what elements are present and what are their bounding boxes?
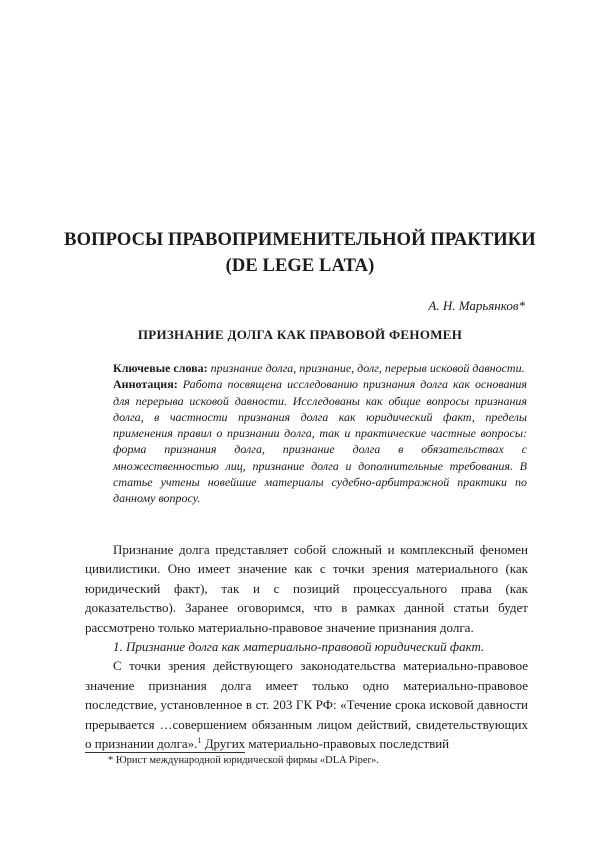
body-paragraph-1: Признание долга представляет собой сложный и комплексный феномен цивилистики. Оно имеет значение как с точки зрения материального (как юридический факт), так и с позиций процессуального права (как доказательство). Заранее оговоримся, что в рамках данной статьи будет рассмотрено только материально-правовое значение признания долга. — [85, 542, 528, 635]
footnote-text: Юрист международной юридической фирмы «DLA Piper». — [115, 755, 379, 766]
section-title-line1: ВОПРОСЫ ПРАВОПРИМЕНИТЕЛЬНОЙ ПРАКТИКИ — [64, 230, 536, 250]
section-title — [40, 227, 560, 279]
article-title: ПРИЗНАНИЕ ДОЛГА КАК ПРАВОВОЙ ФЕНОМЕН — [137, 327, 463, 342]
keywords-text: признание долга, признание, долг, перерыв исковой давности. — [210, 361, 525, 375]
body-paragraph-2-text: С точки зрения действующего законодательства материально-правовое значение признания долга имеет только одно материально-правовое последствие, установленное в ст. 203 ГК РФ: «Течение срока исковой давности прерывается …совершением обязанным лицом действий, свидетельствующих о признании долга». — [85, 658, 528, 752]
footnote-mark: * — [108, 755, 114, 766]
abstract-block — [113, 360, 527, 507]
article-body — [85, 540, 528, 753]
keywords-paragraph — [113, 360, 527, 376]
footnote-divider — [85, 752, 245, 753]
author-name: А. Н. Марьянков* — [428, 298, 525, 313]
keywords-label: Ключевые слова: — [113, 361, 208, 375]
footnote-reference[interactable]: 1 — [197, 736, 202, 746]
section-title-line2: (DE LEGE LATA) — [225, 256, 375, 276]
body-paragraph-2 — [85, 656, 528, 753]
annotation-paragraph — [113, 376, 527, 506]
annotation-label: Аннотация: — [113, 377, 178, 392]
body-paragraph-2-tail: Других материально-правовых последствий — [201, 736, 450, 752]
annotation-text: Работа посвящена исследованию признания долга как основания для перерыва исковой давности. Исследованы как общие вопросы признания долга, в частности признания долга как юридический факт, пределы применения правил о признании долга, так и практические частные вопросы: форма признания долга, признание долга в обязательствах с множественностью лиц, признание долга и дополнительные требования. В статье учтены новейшие материалы судебно-арбитражной практики по данному вопросу. — [113, 377, 527, 506]
footnote — [108, 755, 379, 766]
subsection-heading: 1. Признание долга как материально-правовой юридический факт. — [113, 639, 485, 655]
